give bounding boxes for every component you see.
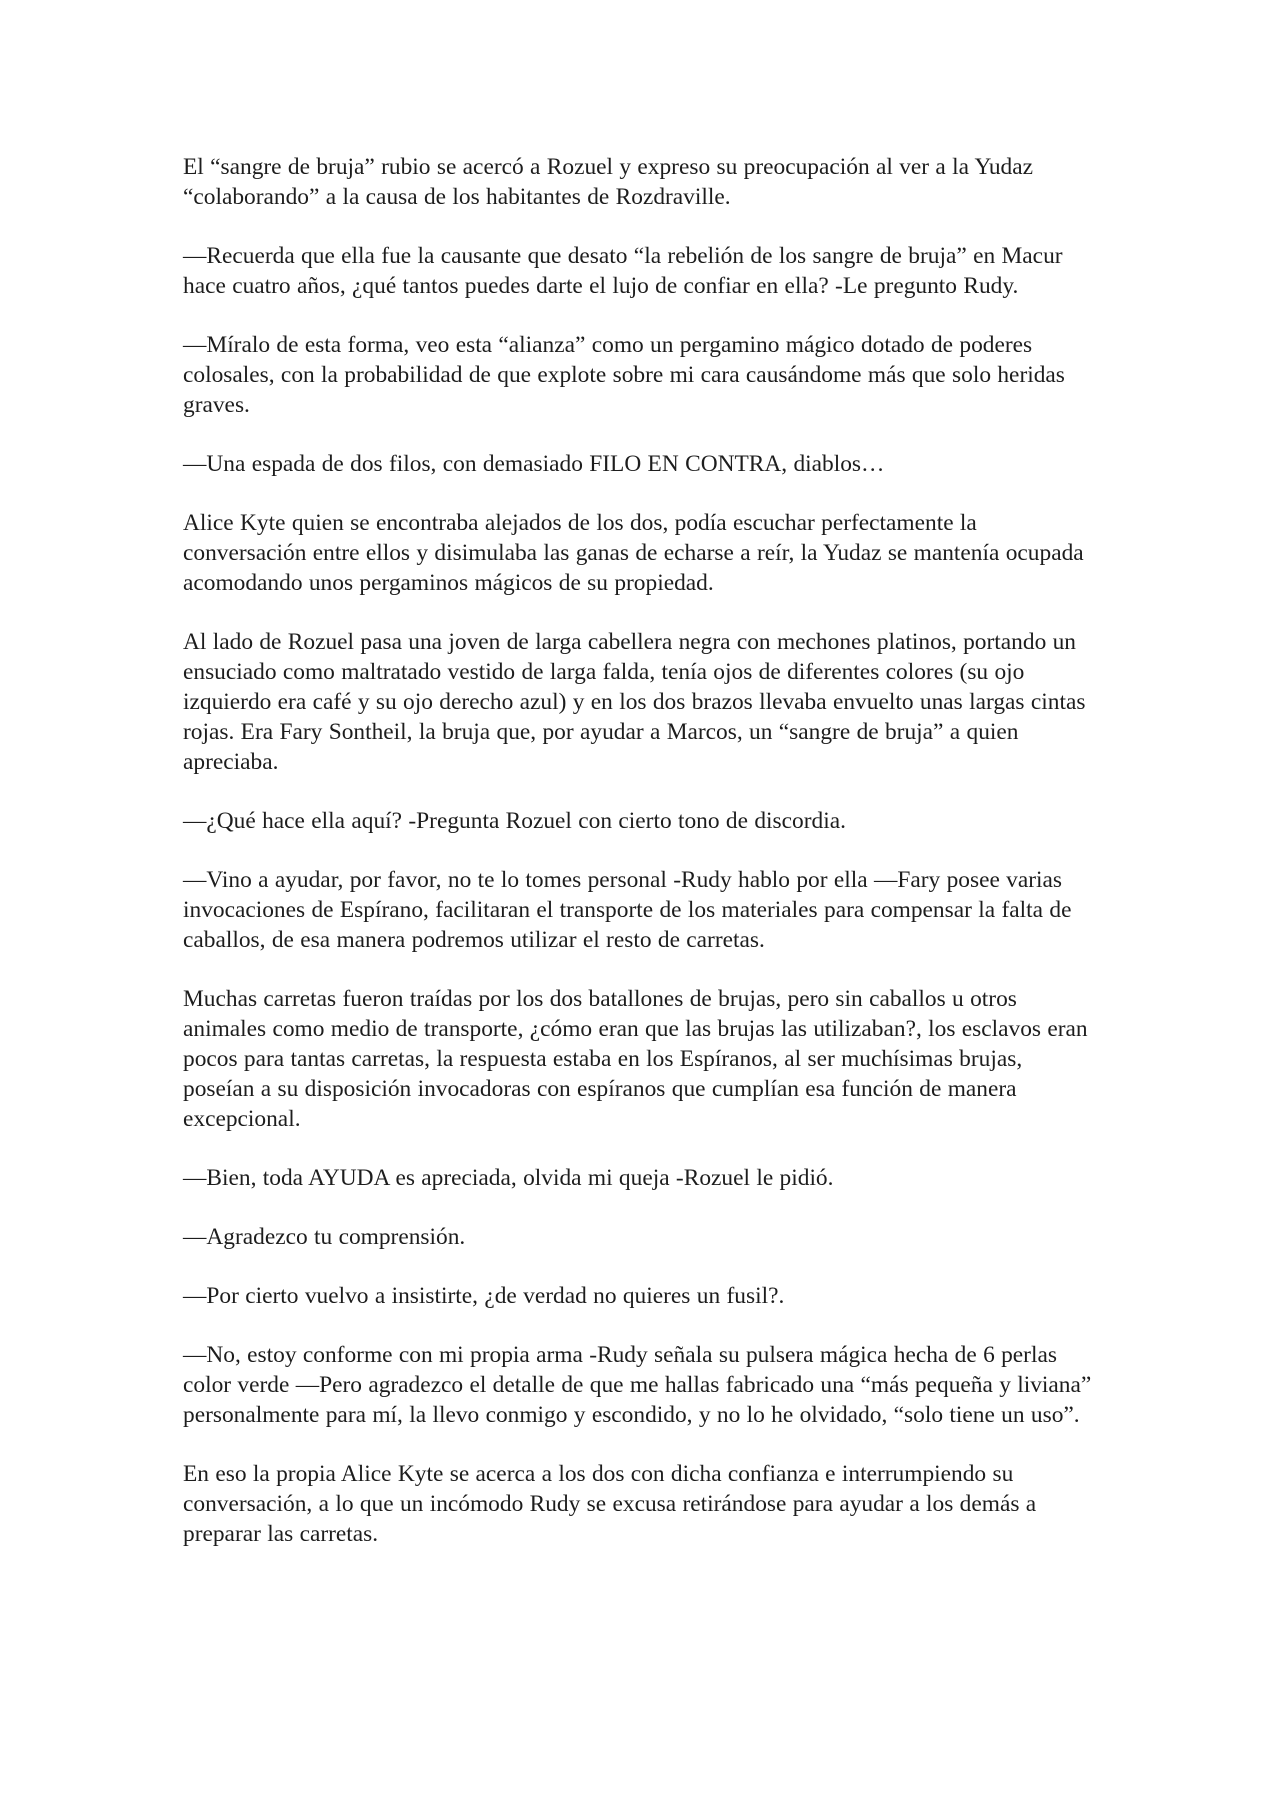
paragraph: —Una espada de dos filos, con demasiado FILO EN CONTRA, diablos… (183, 451, 885, 477)
paragraph: Alice Kyte quien se encontraba alejados de los dos, podía escuchar perfectamente la conversación entre ellos y disimulaba las ganas de echarse a reír, la Yudaz se mantenía ocupada acomodando unos pergaminos mágicos de su propiedad. (183, 510, 1084, 596)
paragraph: —¿Qué hace ella aquí? -Pregunta Rozuel con cierto tono de discordia. (183, 808, 846, 834)
paragraph: —Por cierto vuelvo a insistirte, ¿de verdad no quieres un fusil?. (183, 1283, 785, 1309)
paragraph: Al lado de Rozuel pasa una joven de larga cabellera negra con mechones platinos, portando un ensuciado como maltratado vestido de larga falda, tenía ojos de diferentes colores (su ojo izquierdo era café y su ojo derecho azul) y en los dos brazos llevaba envuelto unas largas cintas rojas. Era Fary Sontheil, la bruja que, por ayudar a Marcos, un “sangre de bruja” a quien apreciaba. (183, 629, 1086, 775)
paragraph: Muchas carretas fueron traídas por los dos batallones de brujas, pero sin caballos u otros animales como medio de transporte, ¿cómo eran que las brujas las utilizaban?, los esclavos eran pocos para tantas carretas, la respuesta estaba en los Espíranos, al ser muchísimas brujas, poseían a su disposición invocadoras con espíranos que cumplían esa función de manera excepcional. (183, 986, 1088, 1132)
paragraph: En eso la propia Alice Kyte se acerca a los dos con dicha confianza e interrumpiendo su conversación, a lo que un incómodo Rudy se excusa retirándose para ayudar a los demás a preparar las carretas. (183, 1461, 1037, 1547)
paragraph: —Vino a ayudar, por favor, no te lo tomes personal -Rudy hablo por ella —Fary posee varias invocaciones de Espírano, facilitaran el transporte de los materiales para compensar la falta de caballos, de esa manera podremos utilizar el resto de carretas. (183, 867, 1072, 953)
paragraph: El “sangre de bruja” rubio se acercó a Rozuel y expreso su preocupación al ver a la Yudaz “colaborando” a la causa de los habitantes de Rozdraville. (183, 154, 1033, 210)
paragraph: —No, estoy conforme con mi propia arma -Rudy señala su pulsera mágica hecha de 6 perlas color verde —Pero agradezco el detalle de que me hallas fabricado una “más pequeña y liviana” personalmente para mí, la llevo conmigo y escondido, y no lo he olvidado, “solo tiene un uso”. (183, 1342, 1092, 1428)
paragraph: —Míralo de esta forma, veo esta “alianza” como un pergamino mágico dotado de poderes colosales, con la probabilidad de que explote sobre mi cara causándome más que solo heridas graves. (183, 332, 1065, 418)
paragraph: —Agradezco tu comprensión. (183, 1224, 466, 1250)
paragraph: —Recuerda que ella fue la causante que desato “la rebelión de los sangre de bruja” en Macur hace cuatro años, ¿qué tantos puedes darte el lujo de confiar en ella? -Le pregunto Rudy. (183, 243, 1063, 299)
document-body (183, 152, 1099, 1578)
paragraph: —Bien, toda AYUDA es apreciada, olvida mi queja -Rozuel le pidió. (183, 1165, 834, 1191)
